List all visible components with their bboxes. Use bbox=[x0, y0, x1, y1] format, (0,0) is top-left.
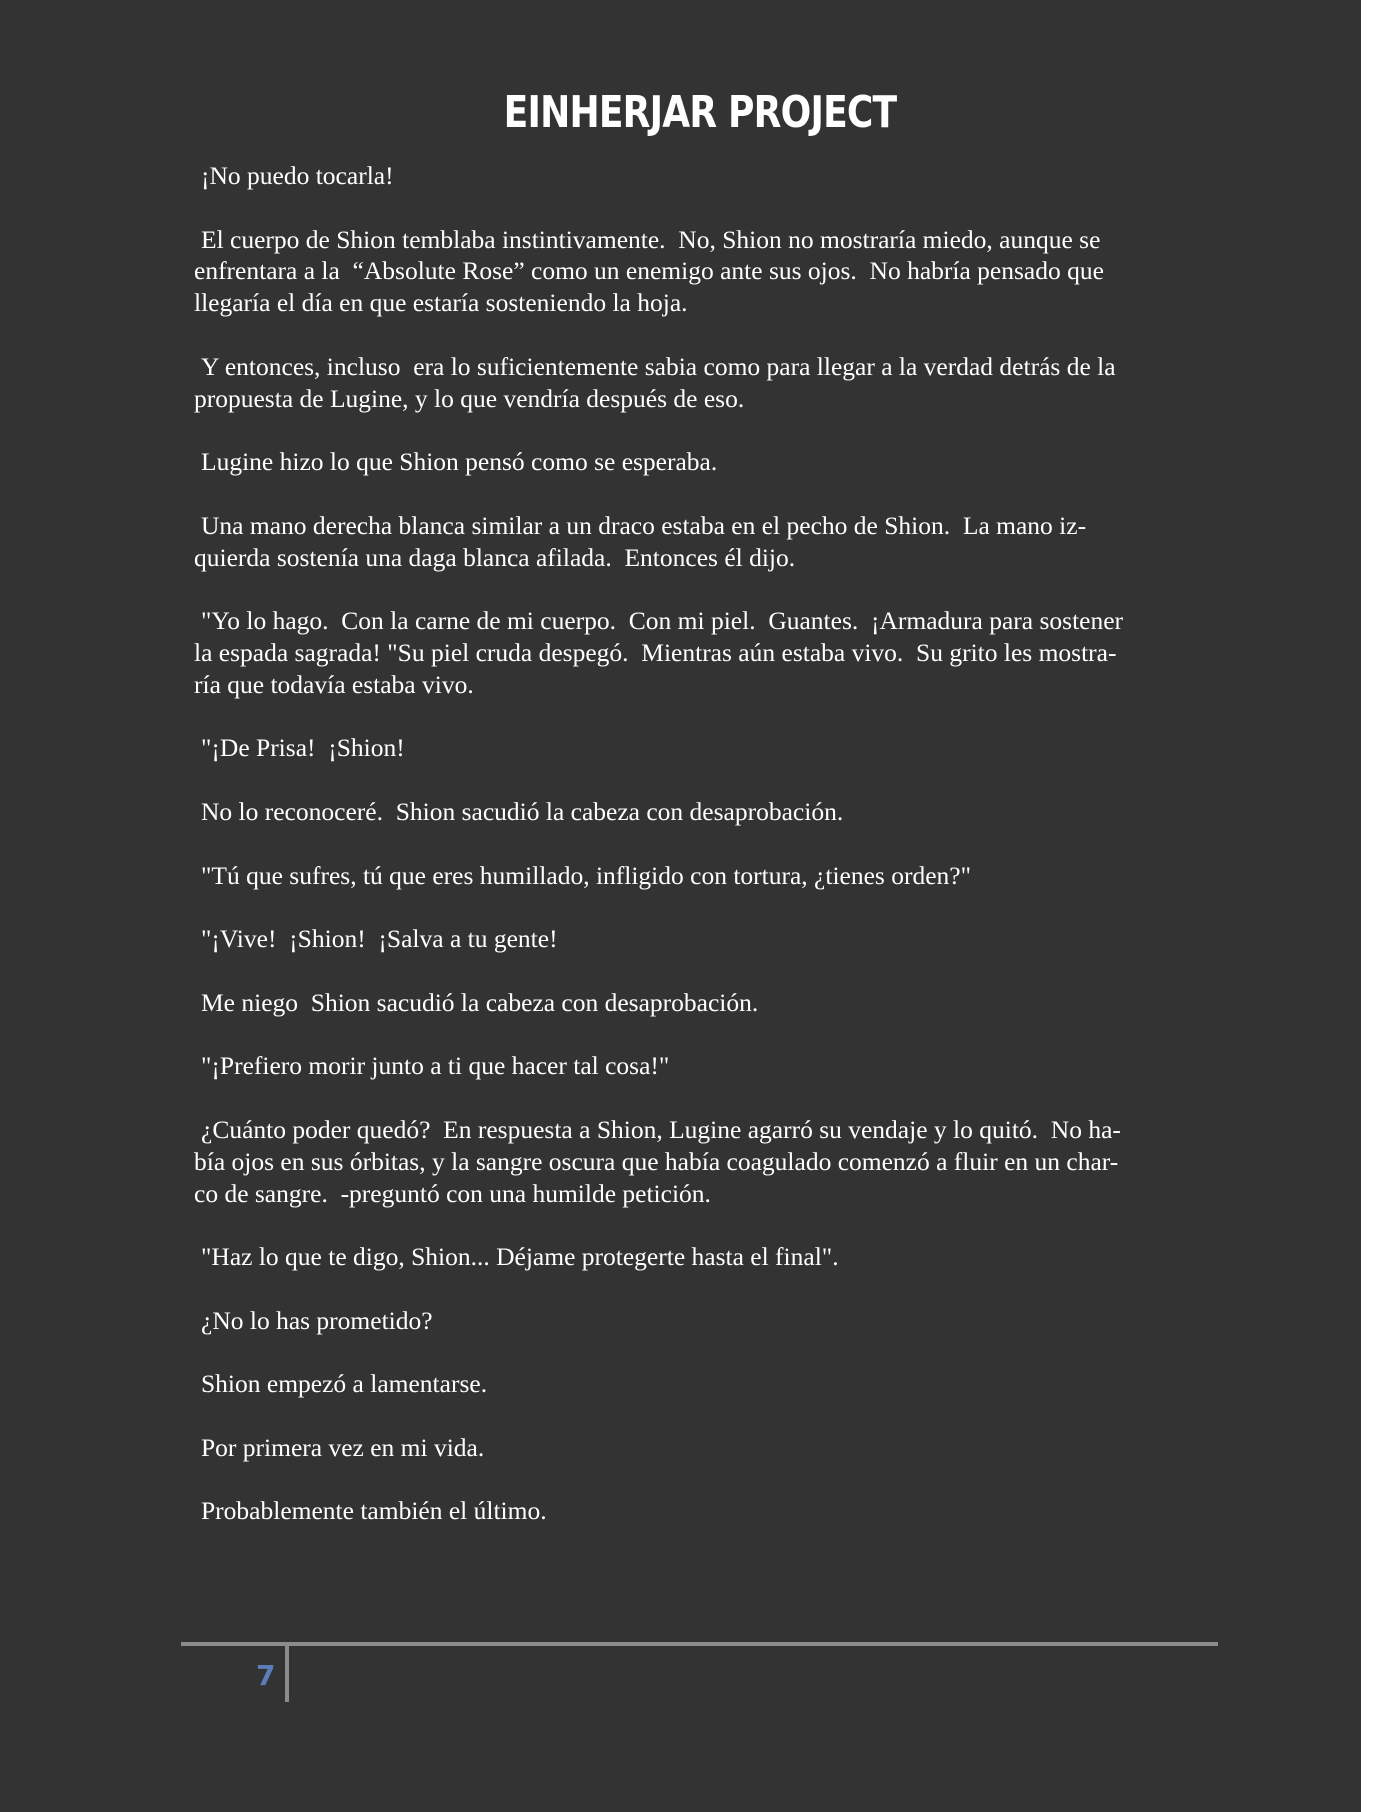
paragraph bbox=[194, 224, 1206, 319]
paragraph bbox=[194, 987, 1206, 1019]
paragraph bbox=[194, 1432, 1206, 1464]
text-line: la espada sagrada! "Su piel cruda despegó. Mientras aún estaba vivo. Su grito les mostra- bbox=[194, 637, 1117, 667]
text-line: El cuerpo de Shion temblaba instintivamente. No, Shion no mostraría miedo, aunque se bbox=[201, 224, 1101, 254]
text-line: Me niego Shion sacudió la cabeza con desaprobación. bbox=[201, 987, 759, 1017]
paragraph bbox=[194, 510, 1206, 574]
page-number: 7 bbox=[256, 1659, 276, 1692]
paragraph bbox=[194, 605, 1206, 700]
text-line: ¿Cuánto poder quedó? En respuesta a Shion, Lugine agarró su vendaje y lo quitó. No ha- bbox=[201, 1114, 1121, 1144]
text-line: ría que todavía estaba vivo. bbox=[194, 669, 474, 699]
paragraph bbox=[194, 351, 1206, 415]
text-line: co de sangre. -preguntó con una humilde petición. bbox=[194, 1178, 711, 1208]
text-line: llegaría el día en que estaría sosteniendo la hoja. bbox=[194, 288, 688, 318]
paragraph bbox=[194, 923, 1206, 955]
text-line: "Tú que sufres, tú que eres humillado, infligido con tortura, ¿tienes orden?" bbox=[201, 860, 972, 890]
text-line: "¡De Prisa! ¡Shion! bbox=[201, 733, 405, 763]
text-line: "Haz lo que te digo, Shion... Déjame protegerte hasta el final". bbox=[201, 1242, 839, 1272]
header-title: EINHERJAR PROJECT bbox=[503, 87, 897, 138]
paragraph bbox=[194, 732, 1206, 764]
text-line: No lo reconoceré. Shion sacudió la cabeza con desaprobación. bbox=[201, 796, 844, 826]
text-line: Shion empezó a lamentarse. bbox=[201, 1369, 488, 1399]
paragraph bbox=[194, 1305, 1206, 1337]
paragraph bbox=[194, 1368, 1206, 1400]
paragraph bbox=[194, 860, 1206, 892]
text-line: bía ojos en sus órbitas, y la sangre oscura que había coagulado comenzó a fluir en un char- bbox=[194, 1146, 1119, 1176]
text-line: Y entonces, incluso era lo suficientemente sabia como para llegar a la verdad detrás de la bbox=[201, 351, 1116, 381]
text-line: ¡No puedo tocarla! bbox=[201, 161, 394, 190]
text-line: enfrentara a la “Absolute Rose” como un enemigo ante sus ojos. No habría pensado que bbox=[194, 256, 1104, 286]
text-line: quierda sostenía una daga blanca afilada. Entonces él dijo. bbox=[194, 542, 796, 572]
paragraph bbox=[194, 446, 1206, 478]
paragraph bbox=[194, 1114, 1206, 1209]
paragraph bbox=[194, 1050, 1206, 1082]
text-line: ¿No lo has prometido? bbox=[201, 1305, 433, 1335]
paragraph bbox=[194, 796, 1206, 828]
body-text bbox=[194, 160, 1206, 1559]
text-line: "¡Prefiero morir junto a ti que hacer tal cosa!" bbox=[201, 1051, 670, 1081]
text-line: "Yo lo hago. Con la carne de mi cuerpo. Con mi piel. Guantes. ¡Armadura para sostener bbox=[201, 606, 1124, 636]
text-line: "¡Vive! ¡Shion! ¡Salva a tu gente! bbox=[201, 924, 558, 954]
text-line: Por primera vez en mi vida. bbox=[201, 1432, 485, 1462]
text-line: Lugine hizo lo que Shion pensó como se esperaba. bbox=[201, 447, 718, 477]
paragraph bbox=[194, 160, 1206, 192]
paragraph bbox=[194, 1495, 1206, 1527]
text-line: Una mano derecha blanca similar a un draco estaba en el pecho de Shion. La mano iz- bbox=[201, 510, 1087, 540]
text-line: propuesta de Lugine, y lo que vendría después de eso. bbox=[194, 383, 745, 413]
footer-divider bbox=[285, 1646, 289, 1702]
text-line: Probablemente también el último. bbox=[201, 1496, 547, 1526]
paragraph bbox=[194, 1241, 1206, 1273]
footer-rule bbox=[181, 1642, 1218, 1646]
